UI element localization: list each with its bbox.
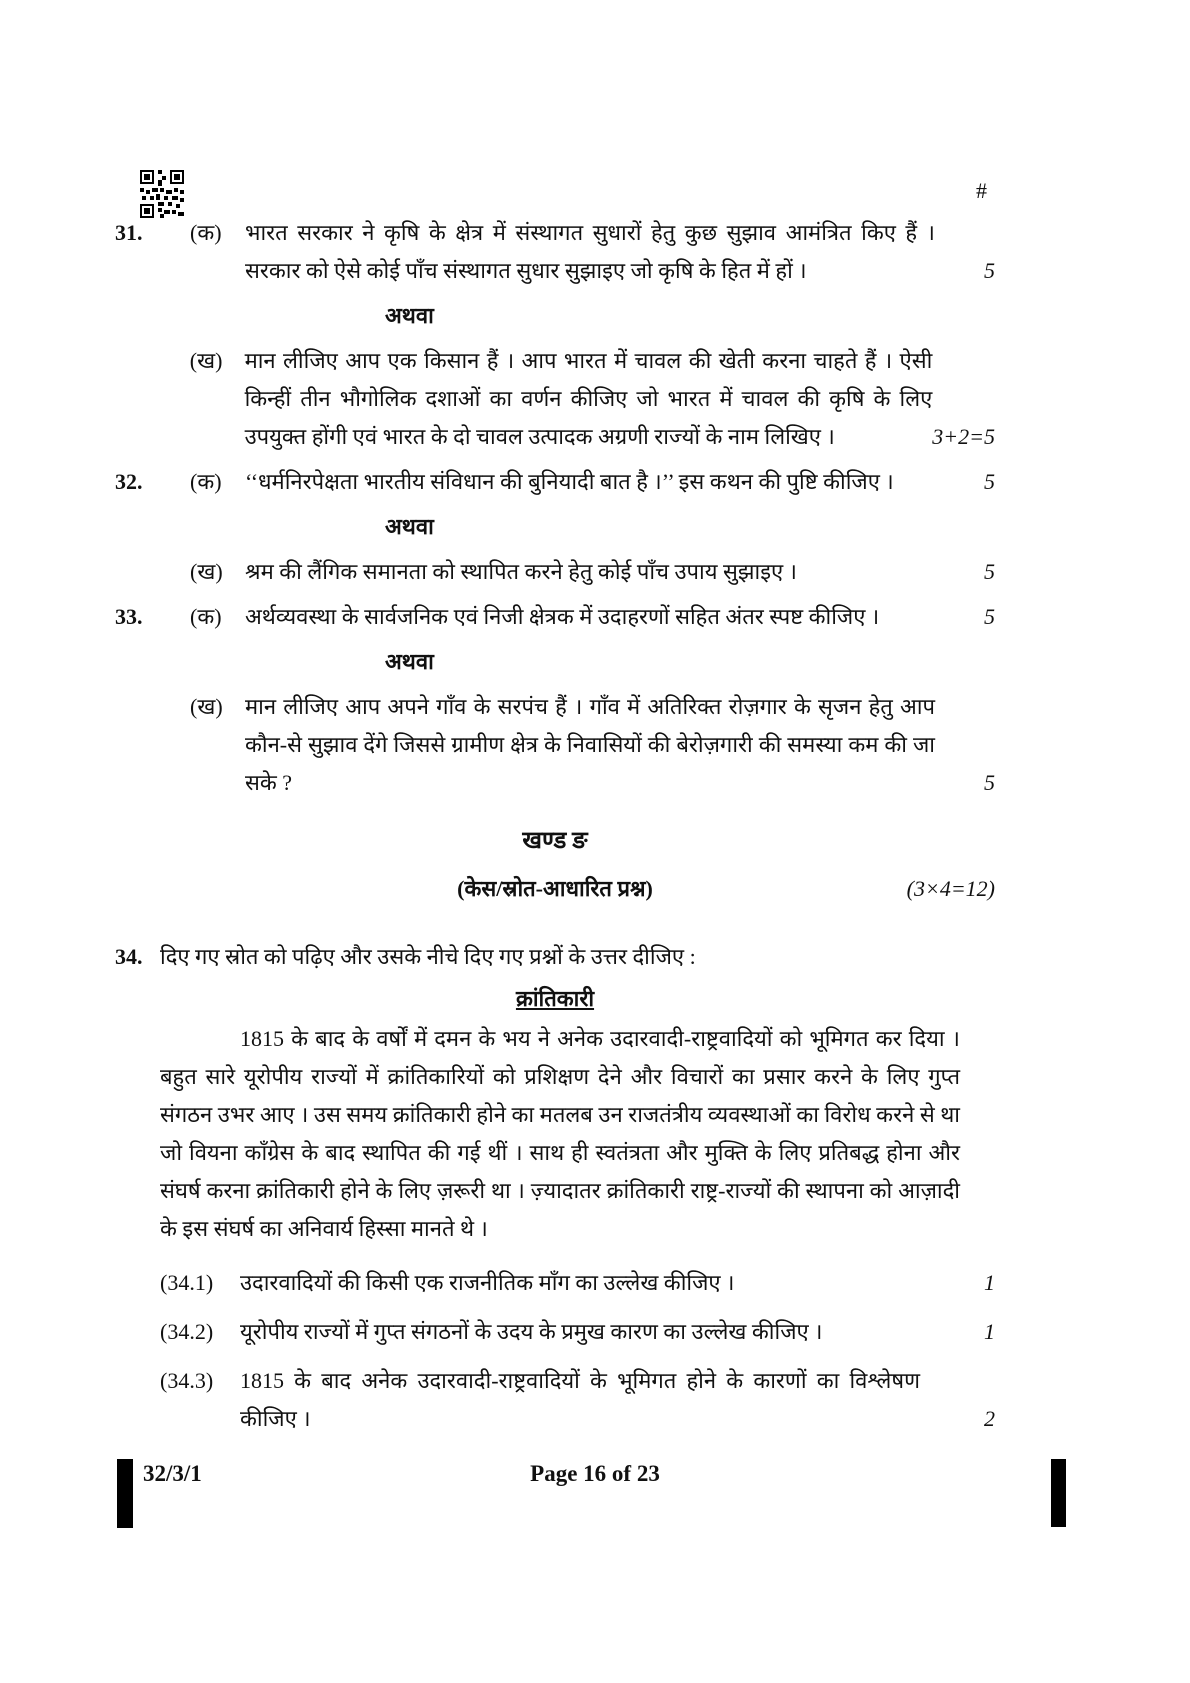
or-separator: अथवा	[385, 303, 434, 328]
paper-code: 32/3/1	[143, 1461, 202, 1486]
question-number: 33.	[115, 604, 143, 629]
marks-value: 5	[984, 258, 995, 283]
footer-right-bar	[1051, 1459, 1066, 1527]
question-text: भारत सरकार ने कृषि के क्षेत्र में संस्थागत सुधारों हेतु कुछ सुझाव आमंत्रित किए हैं । सरकार को ऐसे कोई पाँच संस्थागत सुधार सुझाइए जो कृषि के हित में हों ।	[245, 220, 935, 283]
marks-value: 5	[984, 770, 995, 795]
part-label: (क)	[190, 604, 222, 629]
marks-value: 5	[984, 469, 995, 494]
section-subtitle-row	[115, 870, 995, 908]
subquestion-text: यूरोपीय राज्यों में गुप्त संगठनों के उदय के प्रमुख कारण का उल्लेख कीजिए ।	[240, 1319, 823, 1344]
marks-value: 1	[984, 1270, 995, 1295]
question-number: 31.	[115, 220, 143, 245]
question-34-3	[160, 1362, 995, 1438]
question-number: 32.	[115, 469, 143, 494]
question-text: मान लीजिए आप अपने गाँव के सरपंच हैं । गाँव में अतिरिक्त रोज़गार के सृजन हेतु आप कौन-से सुझाव देंगे जिससे ग्रामीण क्षेत्र के निवासियों की बेरोज़गारी की समस्या कम की जा सके ?	[245, 694, 935, 795]
subquestion-text: 1815 के बाद अनेक उदारवादी-राष्ट्रवादियों के भूमिगत होने के कारणों का विश्लेषण कीजिए ।	[240, 1368, 920, 1431]
subquestion-label: (34.2)	[160, 1319, 214, 1344]
part-label: (ख)	[189, 348, 223, 373]
question-34-intro	[115, 938, 995, 976]
question-number	[115, 342, 190, 456]
question-34-2	[160, 1313, 995, 1351]
question-32a	[115, 463, 995, 501]
or-separator: अथवा	[385, 514, 434, 539]
page-number-label: Page 16 of 23	[530, 1461, 660, 1486]
question-text: ‘‘धर्मनिरपेक्षता भारतीय संविधान की बुनियादी बात है ।’’ इस कथन की पुष्टि कीजिए ।	[245, 469, 894, 494]
question-text: मान लीजिए आप एक किसान हैं । आप भारत में चावल की खेती करना चाहते हैं । ऐसी किन्हीं तीन भौगोलिक दशाओं का वर्णन कीजिए जो भारत में चावल की कृषि के लिए उपयुक्त होंगी एवं भारत के दो चावल उत्पादक अग्रणी राज्यों के नाम लिखिए ।	[244, 348, 933, 449]
section-marks: (3×4=12)	[906, 876, 995, 901]
marks-value: 1	[984, 1319, 995, 1344]
question-text: श्रम की लैंगिक समानता को स्थापित करने हेतु कोई पाँच उपाय सुझाइए ।	[245, 559, 798, 584]
marks-value: 5	[984, 604, 995, 629]
part-label: (क)	[190, 469, 222, 494]
source-passage: 1815 के बाद के वर्षों में दमन के भय ने अनेक उदारवादी-राष्ट्रवादियों को भूमिगत कर दिया । बहुत सारे यूरोपीय राज्यों में क्रांतिकारियों को प्रशिक्षण देने और विचारों का प्रसार करने के लिए गुप्त संगठन उभर आए । उस समय क्रांतिकारी होने का मतलब उन राजतंत्रीय व्यवस्थाओं का विरोध करने से था जो वियना काँग्रेस के बाद स्थापित की गई थीं । साथ ही स्वतंत्रता और मुक्ति के लिए प्रतिबद्ध होना और संघर्ष करना क्रांतिकारी होने के लिए ज़रूरी था । ज़्यादातर क्रांतिकारी राष्ट्र-राज्यों की स्थापना को आज़ादी के इस संघर्ष का अनिवार्य हिस्सा मानते थे ।	[160, 1026, 960, 1241]
qr-code-icon	[140, 170, 184, 218]
subquestion-label: (34.3)	[160, 1368, 214, 1393]
section-subtitle: (केस/स्रोत-आधारित प्रश्न)	[457, 876, 653, 901]
question-31b	[115, 342, 995, 456]
question-34-1	[160, 1264, 995, 1302]
marks-value: 2	[984, 1406, 995, 1431]
question-number: 34.	[115, 944, 143, 969]
subquestion-label: (34.1)	[160, 1270, 214, 1295]
question-31a	[115, 214, 995, 290]
questions-area	[115, 214, 995, 1449]
question-33a	[115, 598, 995, 636]
marks-value: 5	[984, 559, 995, 584]
part-label: (ख)	[190, 559, 223, 584]
question-text: अर्थव्यवस्था के सार्वजनिक एवं निजी क्षेत्रक में उदाहरणों सहित अंतर स्पष्ट कीजिए ।	[245, 604, 880, 629]
source-title: क्रांतिकारी	[515, 986, 595, 1011]
question-33b	[115, 688, 995, 802]
question-32b	[115, 553, 995, 591]
question-number	[115, 553, 190, 591]
part-label: (ख)	[190, 694, 223, 719]
section-title: खण्ड ङ	[522, 828, 588, 854]
hash-mark: #	[976, 178, 987, 203]
marks-value: 3+2=5	[932, 424, 995, 449]
part-label: (क)	[190, 220, 222, 245]
question-intro-text: दिए गए स्रोत को पढ़िए और उसके नीचे दिए गए प्रश्नों के उत्तर दीजिए :	[160, 944, 696, 969]
question-number	[115, 688, 190, 802]
or-separator: अथवा	[385, 649, 434, 674]
subquestion-text: उदारवादियों की किसी एक राजनीतिक माँग का उल्लेख कीजिए ।	[240, 1270, 735, 1295]
